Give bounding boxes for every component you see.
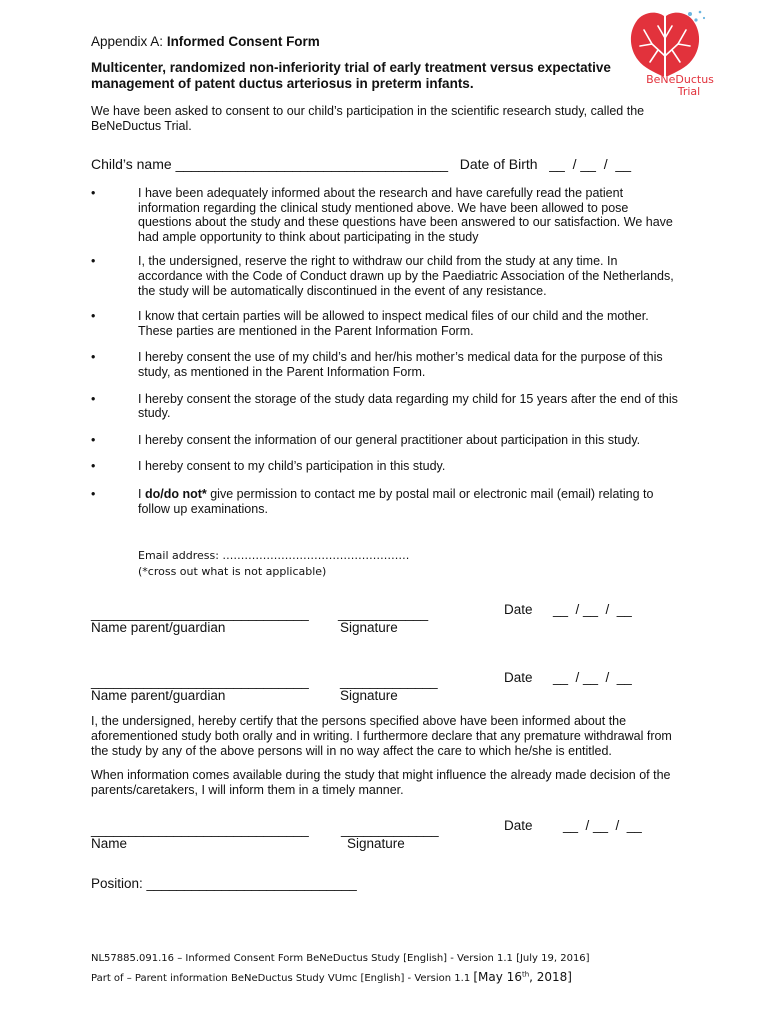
consent-item: [91, 350, 681, 379]
bullet-marker: •: [91, 186, 96, 200]
date-of-birth-label: Date of Birth: [459, 156, 538, 172]
bullet-marker: •: [91, 254, 96, 269]
guardian-name-label: Name parent/guardian: [91, 620, 226, 635]
guardian-signature-row-2: [91, 670, 691, 710]
study-title: Multicenter, randomized non-inferiority trial of early treatment versus expectative management of patent ductus arteriosus in preterm infants.: [91, 60, 611, 91]
footer-line-1: NL57885.091.16 – Informed Consent Form BeNeDuctus Study [English] - Version 1.1 [July 19, 2016]: [91, 953, 590, 964]
consent-item-text: I hereby consent the information of our general practitioner about participation in this study.: [138, 432, 641, 447]
intro-paragraph: We have been asked to consent to our child’s participation in the scientific research study, called the BeNeDuctus Trial.: [91, 104, 645, 133]
email-block: [138, 548, 409, 580]
information-paragraph: When information comes available during the study that might influence the already made decision of the parents/caretakers, I will inform them in a timely manner.: [91, 768, 671, 797]
investigator-signature-label: Signature: [347, 836, 405, 851]
bullet-marker: •: [91, 391, 96, 406]
consent-item-text: I know that certain parties will be allowed to inspect medical files of our child and the mother. These parties are mentioned in the Parent Information Form.: [138, 309, 649, 338]
document-footer: [91, 950, 590, 988]
date-field[interactable]: __ / __ / __: [563, 818, 642, 833]
guardian-name-field[interactable]: _____________________________: [91, 674, 309, 689]
footer-date-sup: th: [521, 970, 530, 979]
investigator-signature-row: [91, 818, 691, 858]
consent-item: [91, 459, 681, 474]
cross-out-note: (*cross out what is not applicable): [138, 565, 327, 578]
position-label: Position:: [91, 876, 143, 891]
contact-text: give permission to contact me by postal mail or electronic mail (email) relating to follow up examinations.: [138, 486, 654, 516]
consent-item-contact: [91, 487, 681, 516]
consent-item-text: I hereby consent to my child’s participation in this study.: [138, 459, 446, 474]
footer-date-b: , 2018]: [529, 970, 572, 984]
child-info-row: [91, 157, 631, 172]
date-field[interactable]: __ / __ / __: [553, 602, 632, 617]
guardian-name-field[interactable]: _____________________________: [91, 606, 309, 621]
consent-item: [91, 254, 681, 298]
position-field[interactable]: ____________________________: [146, 876, 357, 891]
investigator-name-field[interactable]: _____________________________: [91, 822, 309, 837]
bullet-marker: •: [91, 350, 96, 365]
email-address-field[interactable]: Email address: ……………………………………………: [138, 549, 410, 562]
consent-item-text: I hereby consent the use of my child’s and her/his mother’s medical data for the purpose of this study, as mentioned in the Parent Information Form.: [138, 350, 663, 379]
guardian-signature-row-1: [91, 602, 691, 642]
date-of-birth-field[interactable]: __ / __ / __: [549, 156, 631, 172]
appendix-heading: [91, 34, 320, 49]
investigator-certification: [91, 714, 681, 807]
guardian-signature-field[interactable]: ____________: [338, 606, 429, 621]
investigator-name-label: Name: [91, 836, 128, 851]
guardian-signature-label: Signature: [340, 620, 398, 635]
appendix-title: Informed Consent Form: [166, 34, 320, 49]
appendix-prefix: Appendix A:: [91, 34, 167, 49]
date-label: Date: [504, 602, 533, 617]
footer-date-a: [May 16: [473, 970, 522, 984]
guardian-signature-label: Signature: [340, 688, 398, 703]
consent-item-text: I, the undersigned, reserve the right to withdraw our child from the study at any time. In accordance with the Code of Conduct drawn up by the Paediatric Association of the Netherlands, the study will be automatically discontinued in the event of any resistance.: [138, 254, 674, 298]
investigator-signature-field[interactable]: _____________: [341, 822, 439, 837]
guardian-signature-field[interactable]: _____________: [340, 674, 438, 689]
certification-paragraph: I, the undersigned, hereby certify that the persons specified above have been informed about the aforementioned study both orally and in writing. I furthermore declare that any premature withdrawal from the study by any of the above persons will in no way affect the care to which he/she is entitled.: [91, 714, 672, 758]
logo-line-1: BeNeDuctus: [646, 73, 714, 86]
consent-item-text: I hereby consent the storage of the study data regarding my child for 15 years after the end of this study.: [138, 391, 678, 421]
bullet-marker: •: [91, 432, 96, 447]
date-label: Date: [504, 670, 533, 685]
position-row: [91, 876, 357, 891]
contact-prefix: I: [138, 486, 145, 501]
date-field[interactable]: __ / __ / __: [553, 670, 632, 685]
consent-item: [91, 309, 681, 338]
consent-item: [91, 433, 681, 448]
child-name-field[interactable]: ___________________________________: [175, 156, 449, 172]
bullet-marker: •: [91, 309, 96, 324]
consent-item: [91, 186, 681, 244]
bullet-marker: •: [91, 486, 96, 501]
footer-line-2-text: Part of – Parent information BeNeDuctus Study VUmc [English] - Version 1.1: [91, 973, 474, 984]
guardian-name-label: Name parent/guardian: [91, 688, 226, 703]
consent-statements: [91, 186, 681, 516]
consent-item: [91, 392, 681, 421]
footer-line-2: [91, 968, 590, 988]
child-name-label: Child’s name: [91, 156, 172, 172]
logo-wordmark: [645, 74, 715, 98]
bullet-marker: •: [91, 459, 96, 474]
consent-item-text: I have been adequately informed about the research and have carefully read the patient information regarding the clinical study mentioned above. We have been allowed to pose questions about the study and these questions have been answered to our satisfaction. We have had ample opportunity to think about participating in the study: [138, 186, 673, 244]
date-label: Date: [504, 818, 533, 833]
logo-line-2: Trial: [677, 85, 701, 98]
do-do-not-option[interactable]: do/do not*: [144, 486, 207, 501]
